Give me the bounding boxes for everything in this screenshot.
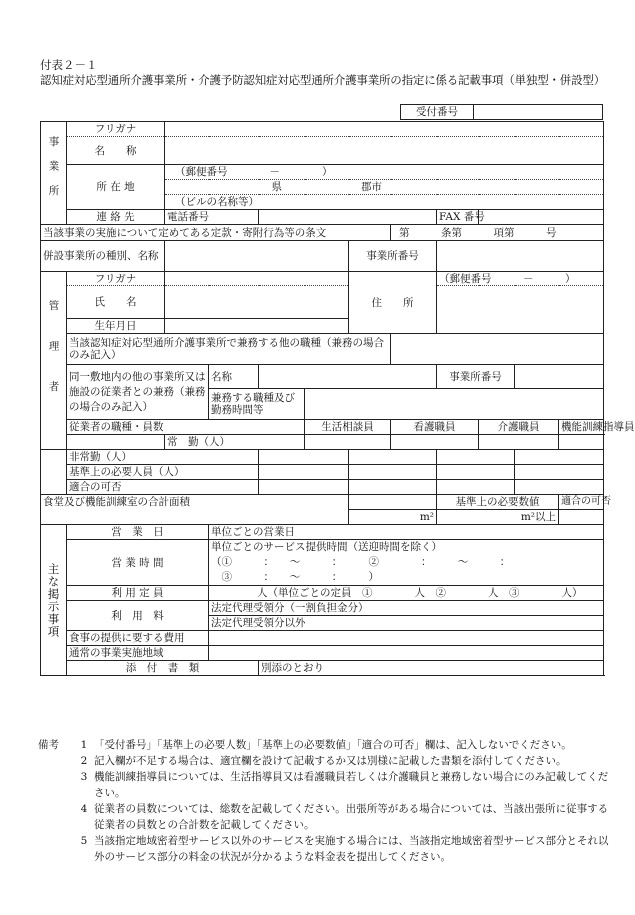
manager-address-label: 住 所: [349, 272, 437, 334]
area-label-cell: [41, 495, 349, 525]
staff-row-1: 非常勤（人）: [67, 450, 259, 465]
staff-cell[interactable]: [349, 450, 437, 465]
main-days-label: 営 業 日: [67, 525, 209, 540]
area-ok-input[interactable]: [559, 510, 604, 525]
main-meal-input[interactable]: [209, 631, 604, 646]
staff-cell[interactable]: [391, 435, 479, 450]
main-meal-label: 食事の提供に要する費用: [67, 631, 209, 646]
manager-other-name-input[interactable]: [259, 365, 437, 389]
main-section-label: 主な掲示事項: [41, 525, 67, 676]
notes-label: 備考: [38, 739, 59, 751]
manager-postal[interactable]: （郵便番号 － ）: [437, 272, 604, 286]
main-hours-label: 営 業 時 間: [67, 540, 209, 586]
main-hours-line3: ③ ： 〜 ： ）: [211, 571, 379, 583]
staff-col-1: 看護職員: [391, 420, 479, 435]
office-tel-input[interactable]: [259, 210, 437, 225]
staff-cell[interactable]: [515, 450, 604, 465]
staff-row-0: 常 勤（人）: [165, 435, 305, 450]
office-building[interactable]: （ビルの名称等）: [165, 195, 604, 210]
staff-cell[interactable]: [349, 465, 437, 480]
application-form: [40, 121, 635, 676]
articles-value[interactable]: 第 条第 項第 号: [391, 225, 604, 241]
main-fee-label: 利 用 料: [67, 601, 209, 631]
office-city: 郡市: [361, 181, 382, 193]
main-region-input[interactable]: [209, 646, 604, 661]
manager-birth-label: 生年月日: [67, 319, 165, 334]
office-address-label: 所 在 地: [67, 165, 165, 210]
articles-label: 当該事業の実施について定めてある定款・寄附行為等の条文: [41, 225, 391, 241]
annex-number-input[interactable]: [437, 241, 604, 272]
manager-concurrent-label: 当該認知症対応型通所介護事業所で兼務する他の職種（兼務の場合のみ記入）: [67, 334, 391, 365]
note-number: 2: [80, 755, 88, 767]
staff-cell[interactable]: [437, 450, 515, 465]
annex-number-label: 事業所番号: [349, 241, 437, 272]
office-name-input[interactable]: [165, 137, 604, 165]
note-number: 5: [80, 835, 88, 847]
staff-col-3: 機能訓練指導員: [559, 420, 604, 435]
office-furigana-input[interactable]: [165, 122, 604, 137]
area-unit1[interactable]: m²: [349, 510, 437, 525]
receipt-label: 受付番号: [401, 105, 474, 120]
manager-name-input[interactable]: [165, 286, 349, 319]
note-text: 当該指定地域密着型サービス以外のサービスを実施する場合には、当該指定地域密着型サービス部分とそれ以外のサービス部分の料金の状況が分かるような料金表を提出してください。: [94, 835, 609, 863]
main-fee-value1[interactable]: 法定代理受領分（一割負担金分）: [209, 601, 604, 616]
office-section-label: 事業所: [41, 122, 67, 225]
staff-row-2: 基準上の必要人員（人）: [67, 465, 259, 480]
note-text: 機能訓練指導員については、生活指導員又は看護職員若しくは介護職員と兼務しない場合にのみ記載してください。: [94, 771, 609, 799]
staff-cell[interactable]: [305, 435, 391, 450]
attach-label: 添 付 書 類: [67, 661, 259, 676]
note-text: 従業者の員数については、総数を記載してください。出張所等がある場合については、当該出張所に従事する従業者の員数との合計数を記載してください。: [94, 803, 609, 831]
main-capacity-value[interactable]: 人（単位ごとの定員 ① 人 ② 人 ③ 人）: [209, 586, 604, 601]
manager-other-role-label: 兼務する職種及び勤務時間等: [209, 389, 305, 420]
office-pref-city[interactable]: [165, 180, 604, 195]
staff-cell[interactable]: [559, 435, 604, 450]
staff-cell[interactable]: [437, 465, 515, 480]
staff-cell[interactable]: [437, 480, 515, 495]
manager-section-label: 管理者: [41, 272, 67, 450]
area-ok-label: 適合の可否: [559, 495, 604, 510]
office-postal[interactable]: （郵便番号 － ）: [165, 165, 604, 180]
office-furigana-label: フリガナ: [67, 122, 165, 137]
manager-furigana-input[interactable]: [165, 272, 349, 286]
area-unit2[interactable]: m²以上: [437, 510, 559, 525]
staff-cell[interactable]: [259, 480, 349, 495]
manager-name-label: 氏 名: [67, 286, 165, 319]
office-pref: 県: [271, 181, 282, 193]
main-capacity-label: 利 用 定 員: [67, 586, 209, 601]
staff-col-2: 介護職員: [479, 420, 559, 435]
notes: [38, 737, 610, 865]
manager-address-input[interactable]: [437, 286, 604, 334]
form-number: 付表２－１: [40, 58, 98, 72]
staff-cell[interactable]: [515, 465, 604, 480]
staff-cell[interactable]: [349, 480, 437, 495]
manager-other-label: 同一敷地内の他の事業所又は施設の従業者との兼務（兼務の場合のみ記入）: [67, 365, 209, 420]
main-days-value[interactable]: 単位ごとの営業日: [209, 525, 604, 540]
note-number: 4: [80, 803, 88, 815]
staff-cell[interactable]: [259, 465, 349, 480]
form-title: 認知症対応型通所介護事業所・介護予防認知症対応型通所介護事業所の指定に係る記載事項（単独型・併設型）: [40, 73, 605, 87]
annex-input[interactable]: [165, 241, 349, 272]
main-fee-value2[interactable]: 法定代理受領分以外: [209, 616, 604, 631]
manager-concurrent-input[interactable]: [391, 334, 604, 365]
manager-birth-input[interactable]: [165, 319, 349, 334]
main-hours-line1: 単位ごとのサービス提供時間（送迎時間を除く）: [211, 541, 442, 553]
office-fax-label: FAX 番号: [437, 210, 479, 225]
note-number: 3: [80, 771, 88, 783]
manager-other-number-label: 事業所番号: [437, 365, 515, 389]
note-text: 記入欄が不足する場合は、適宜欄を設けて記載するか又は別様に記載した書類を添付してください。: [94, 755, 567, 767]
staff-col-0: 生活相談員: [305, 420, 391, 435]
office-fax-input[interactable]: [479, 210, 604, 225]
main-region-label: 通常の事業実施地域: [67, 646, 209, 661]
note-number: 1: [80, 739, 88, 751]
staff-cell[interactable]: [515, 480, 604, 495]
staff-cell[interactable]: [479, 435, 559, 450]
staff-row-3: 適合の可否: [67, 480, 259, 495]
office-contact-label: 連 絡 先: [67, 210, 165, 225]
office-name-label: 名 称: [67, 137, 165, 165]
annex-label: 併設事業所の種別、名称: [41, 241, 165, 272]
manager-furigana-label: フリガナ: [67, 272, 165, 286]
manager-other-role-input[interactable]: [305, 389, 604, 420]
office-tel-label: 電話番号: [165, 210, 259, 225]
attach-value[interactable]: 別添のとおり: [259, 661, 604, 676]
main-hours-value[interactable]: [209, 540, 604, 586]
note-text: 「受付番号」「基準上の必要人数」「基準上の必要数値」「適合の可否」欄は、記入しないでください。: [94, 739, 572, 751]
staff-cell[interactable]: [259, 450, 349, 465]
area-label: 食堂及び機能訓練室の合計面積: [43, 496, 190, 508]
receipt-input[interactable]: [474, 105, 603, 120]
receipt-table: [400, 104, 603, 120]
main-hours-line2: （① ： 〜 ： ② ： 〜 ：: [211, 556, 511, 568]
staff-label: 従業者の職種・員数: [67, 420, 305, 435]
area-std-label: 基準上の必要数値: [437, 495, 559, 510]
manager-other-name-label: 名称: [209, 365, 259, 389]
manager-other-number-input[interactable]: [515, 365, 604, 389]
